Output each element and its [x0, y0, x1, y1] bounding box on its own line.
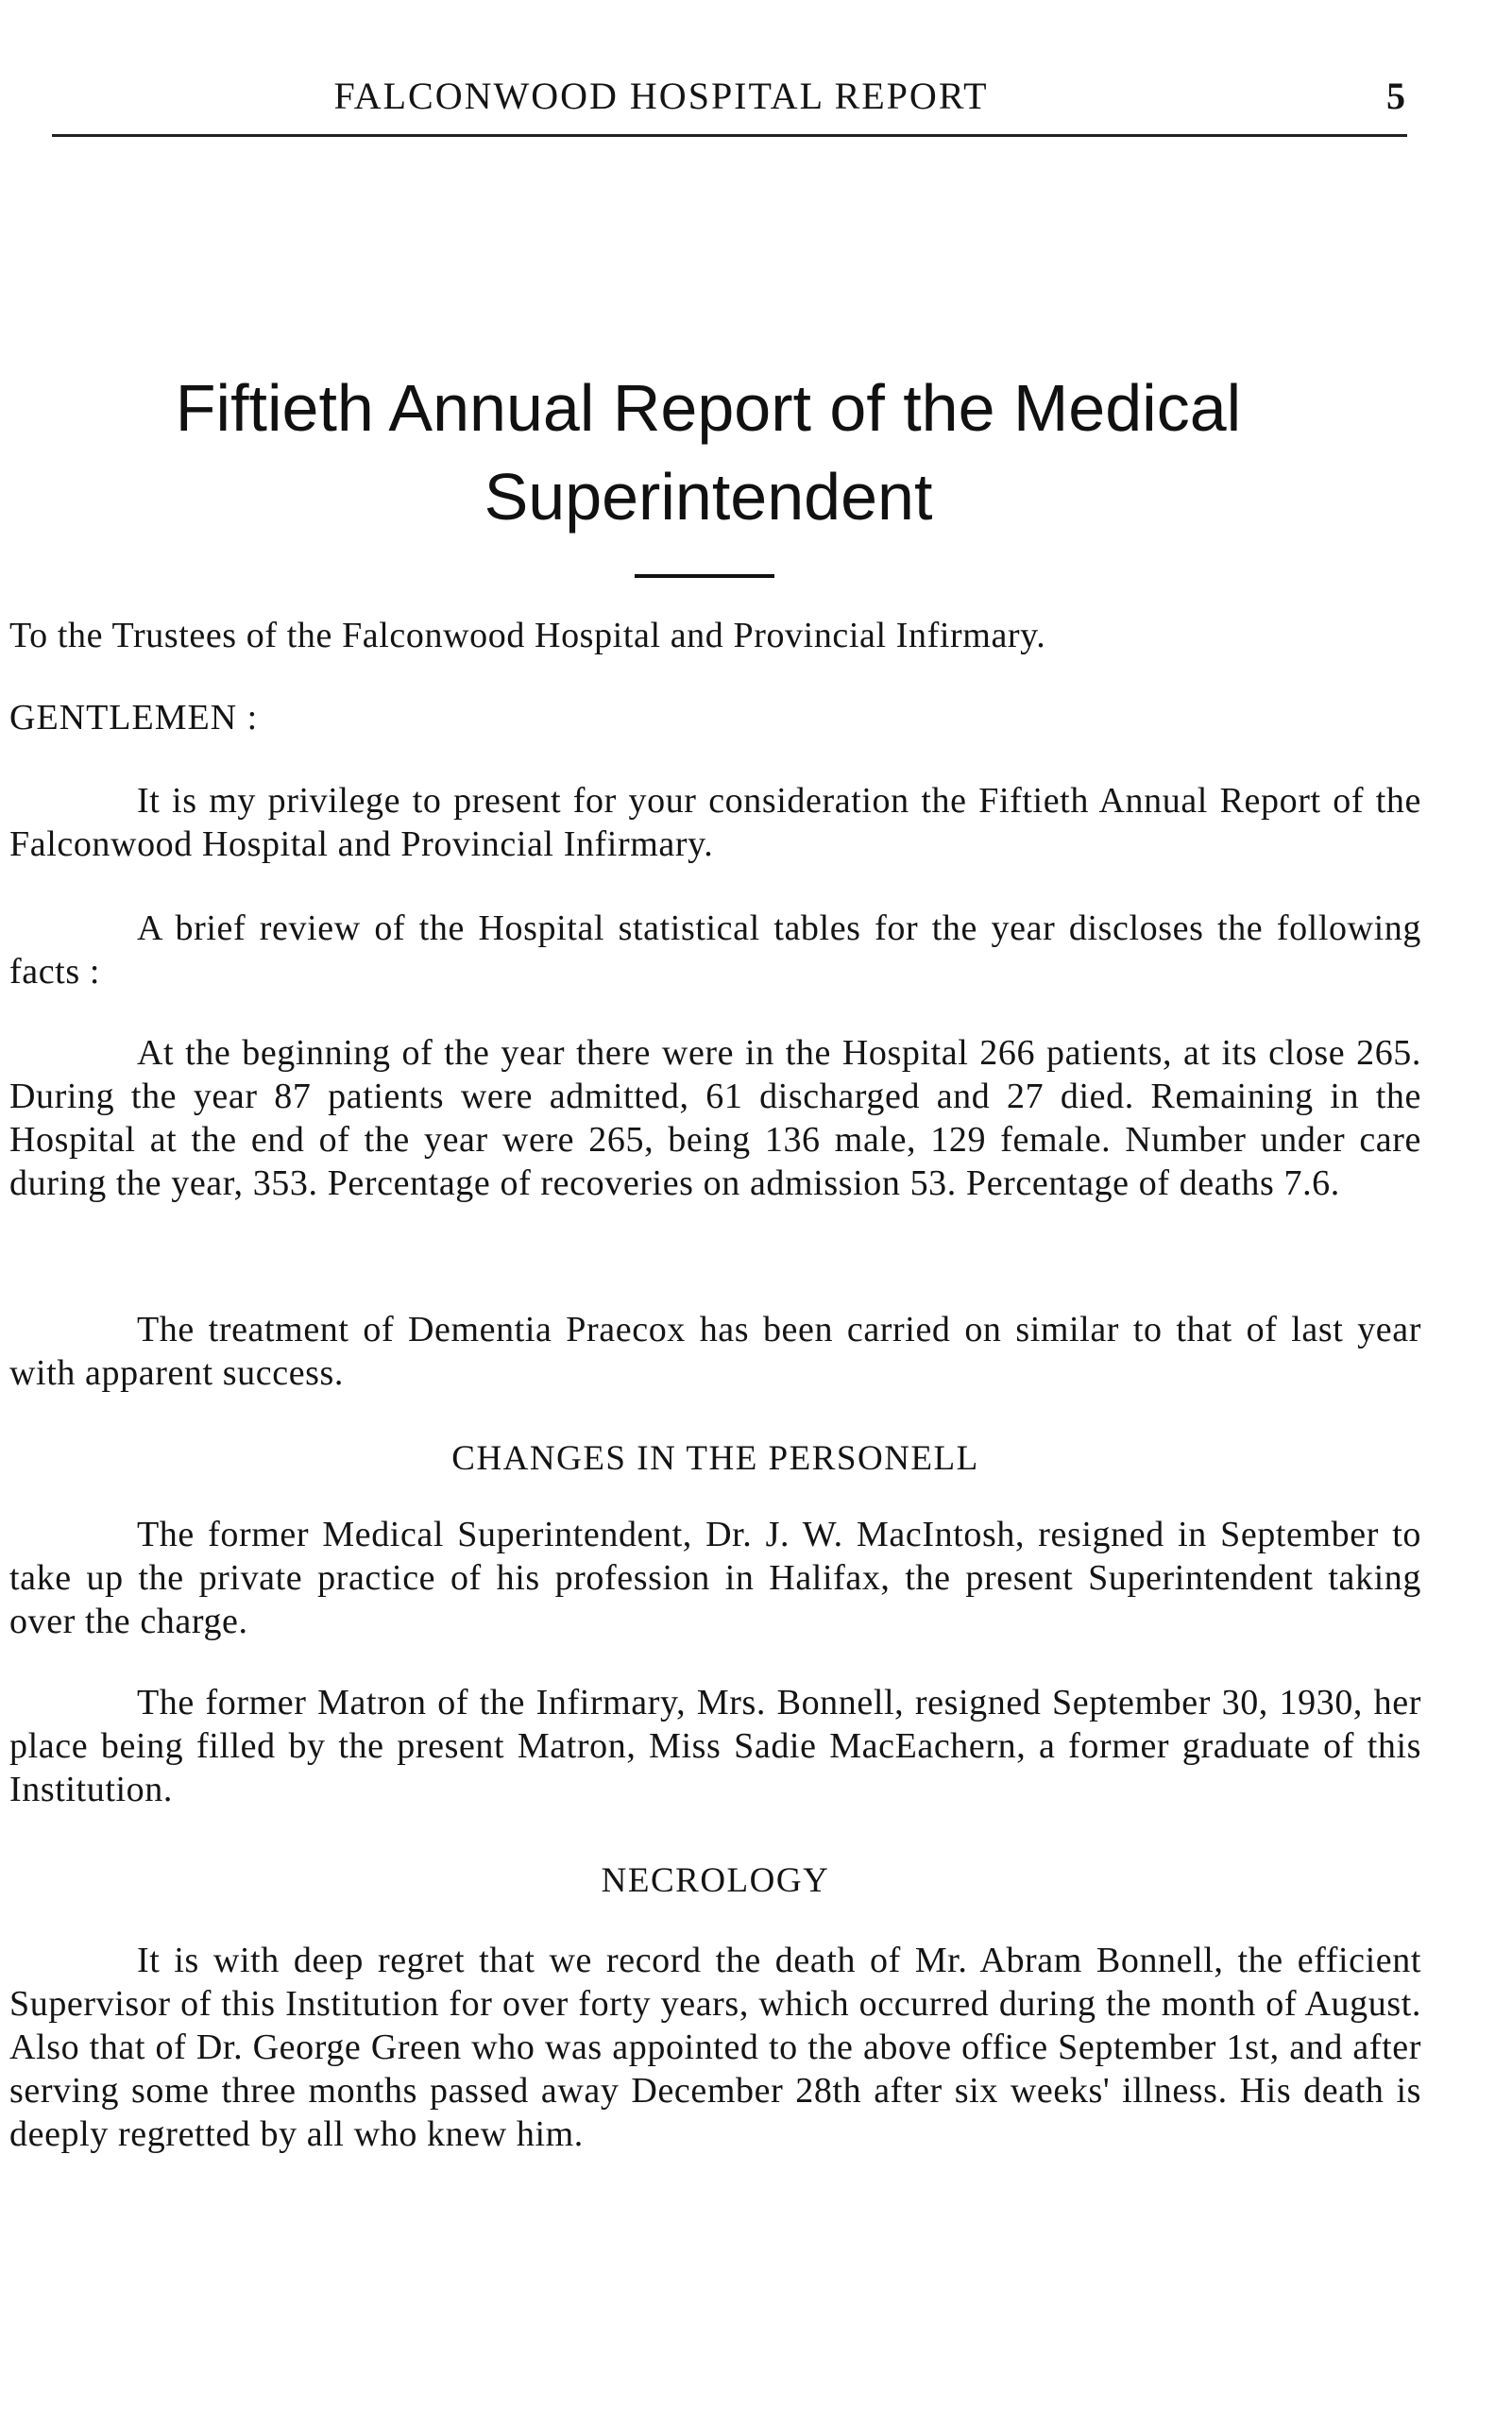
page-number: 5	[1386, 75, 1407, 117]
running-header	[52, 74, 1407, 130]
intro-paragraph-2: A brief review of the Hospital statistical tables for the year discloses the following facts :	[9, 908, 1421, 992]
personnel-paragraph-1: The former Medical Superintendent, Dr. J. W. MacIntosh, resigned in September to take up the private practice of his profession in Halifax, the present Superintendent taking over the charge.	[9, 1515, 1421, 1641]
header-rule	[52, 134, 1407, 137]
personnel-paragraph-2: The former Matron of the Infirmary, Mrs. Bonnell, resigned September 30, 1930, her place being filled by the present Matron, Miss Sadie MacEachern, a former graduate of this Institution.	[9, 1683, 1421, 1809]
report-title	[57, 364, 1360, 541]
intro-paragraph-1: It is my privilege to present for your consideration the Fiftieth Annual Report of the Falconwood Hospital and Provincial Infirmary.	[9, 781, 1421, 864]
report-title-line-2: Superintendent	[484, 460, 933, 534]
address-line: To the Trustees of the Falconwood Hospital and Provincial Infirmary.	[9, 616, 1046, 655]
necrology-heading: NECROLOGY	[601, 1861, 830, 1900]
necrology-paragraph: It is with deep regret that we record the death of Mr. Abram Bonnell, the efficient Supervisor of this Institution for over forty years, which occurred during the month of August. Also that of Dr. George Green who was appointed to the above office September 1st, and after serving some three months passed away December 28th after six weeks' illness. His death is deeply regretted by all who knew him.	[9, 1941, 1421, 2154]
title-rule	[635, 574, 774, 578]
salutation: GENTLEMEN :	[9, 698, 259, 738]
statistics-paragraph: At the beginning of the year there were in the Hospital 266 patients, at its close 265. During the year 87 patients were admitted, 61 discharged and 27 died. Remaining in the Hospital at the end of the year were 265, being 136 male, 129 female. Number under care during the year, 353. Percentage of recoveries on admission 53. Percentage of deaths 7.6.	[9, 1033, 1421, 1203]
personnel-heading: CHANGES IN THE PERSONELL	[451, 1439, 979, 1478]
header-title: FALCONWOOD HOSPITAL REPORT	[333, 75, 989, 117]
treatment-paragraph: The treatment of Dementia Praecox has been carried on similar to that of last year with apparent success.	[9, 1310, 1421, 1393]
report-title-line-1: Fiftieth Annual Report of the Medical	[175, 371, 1242, 445]
